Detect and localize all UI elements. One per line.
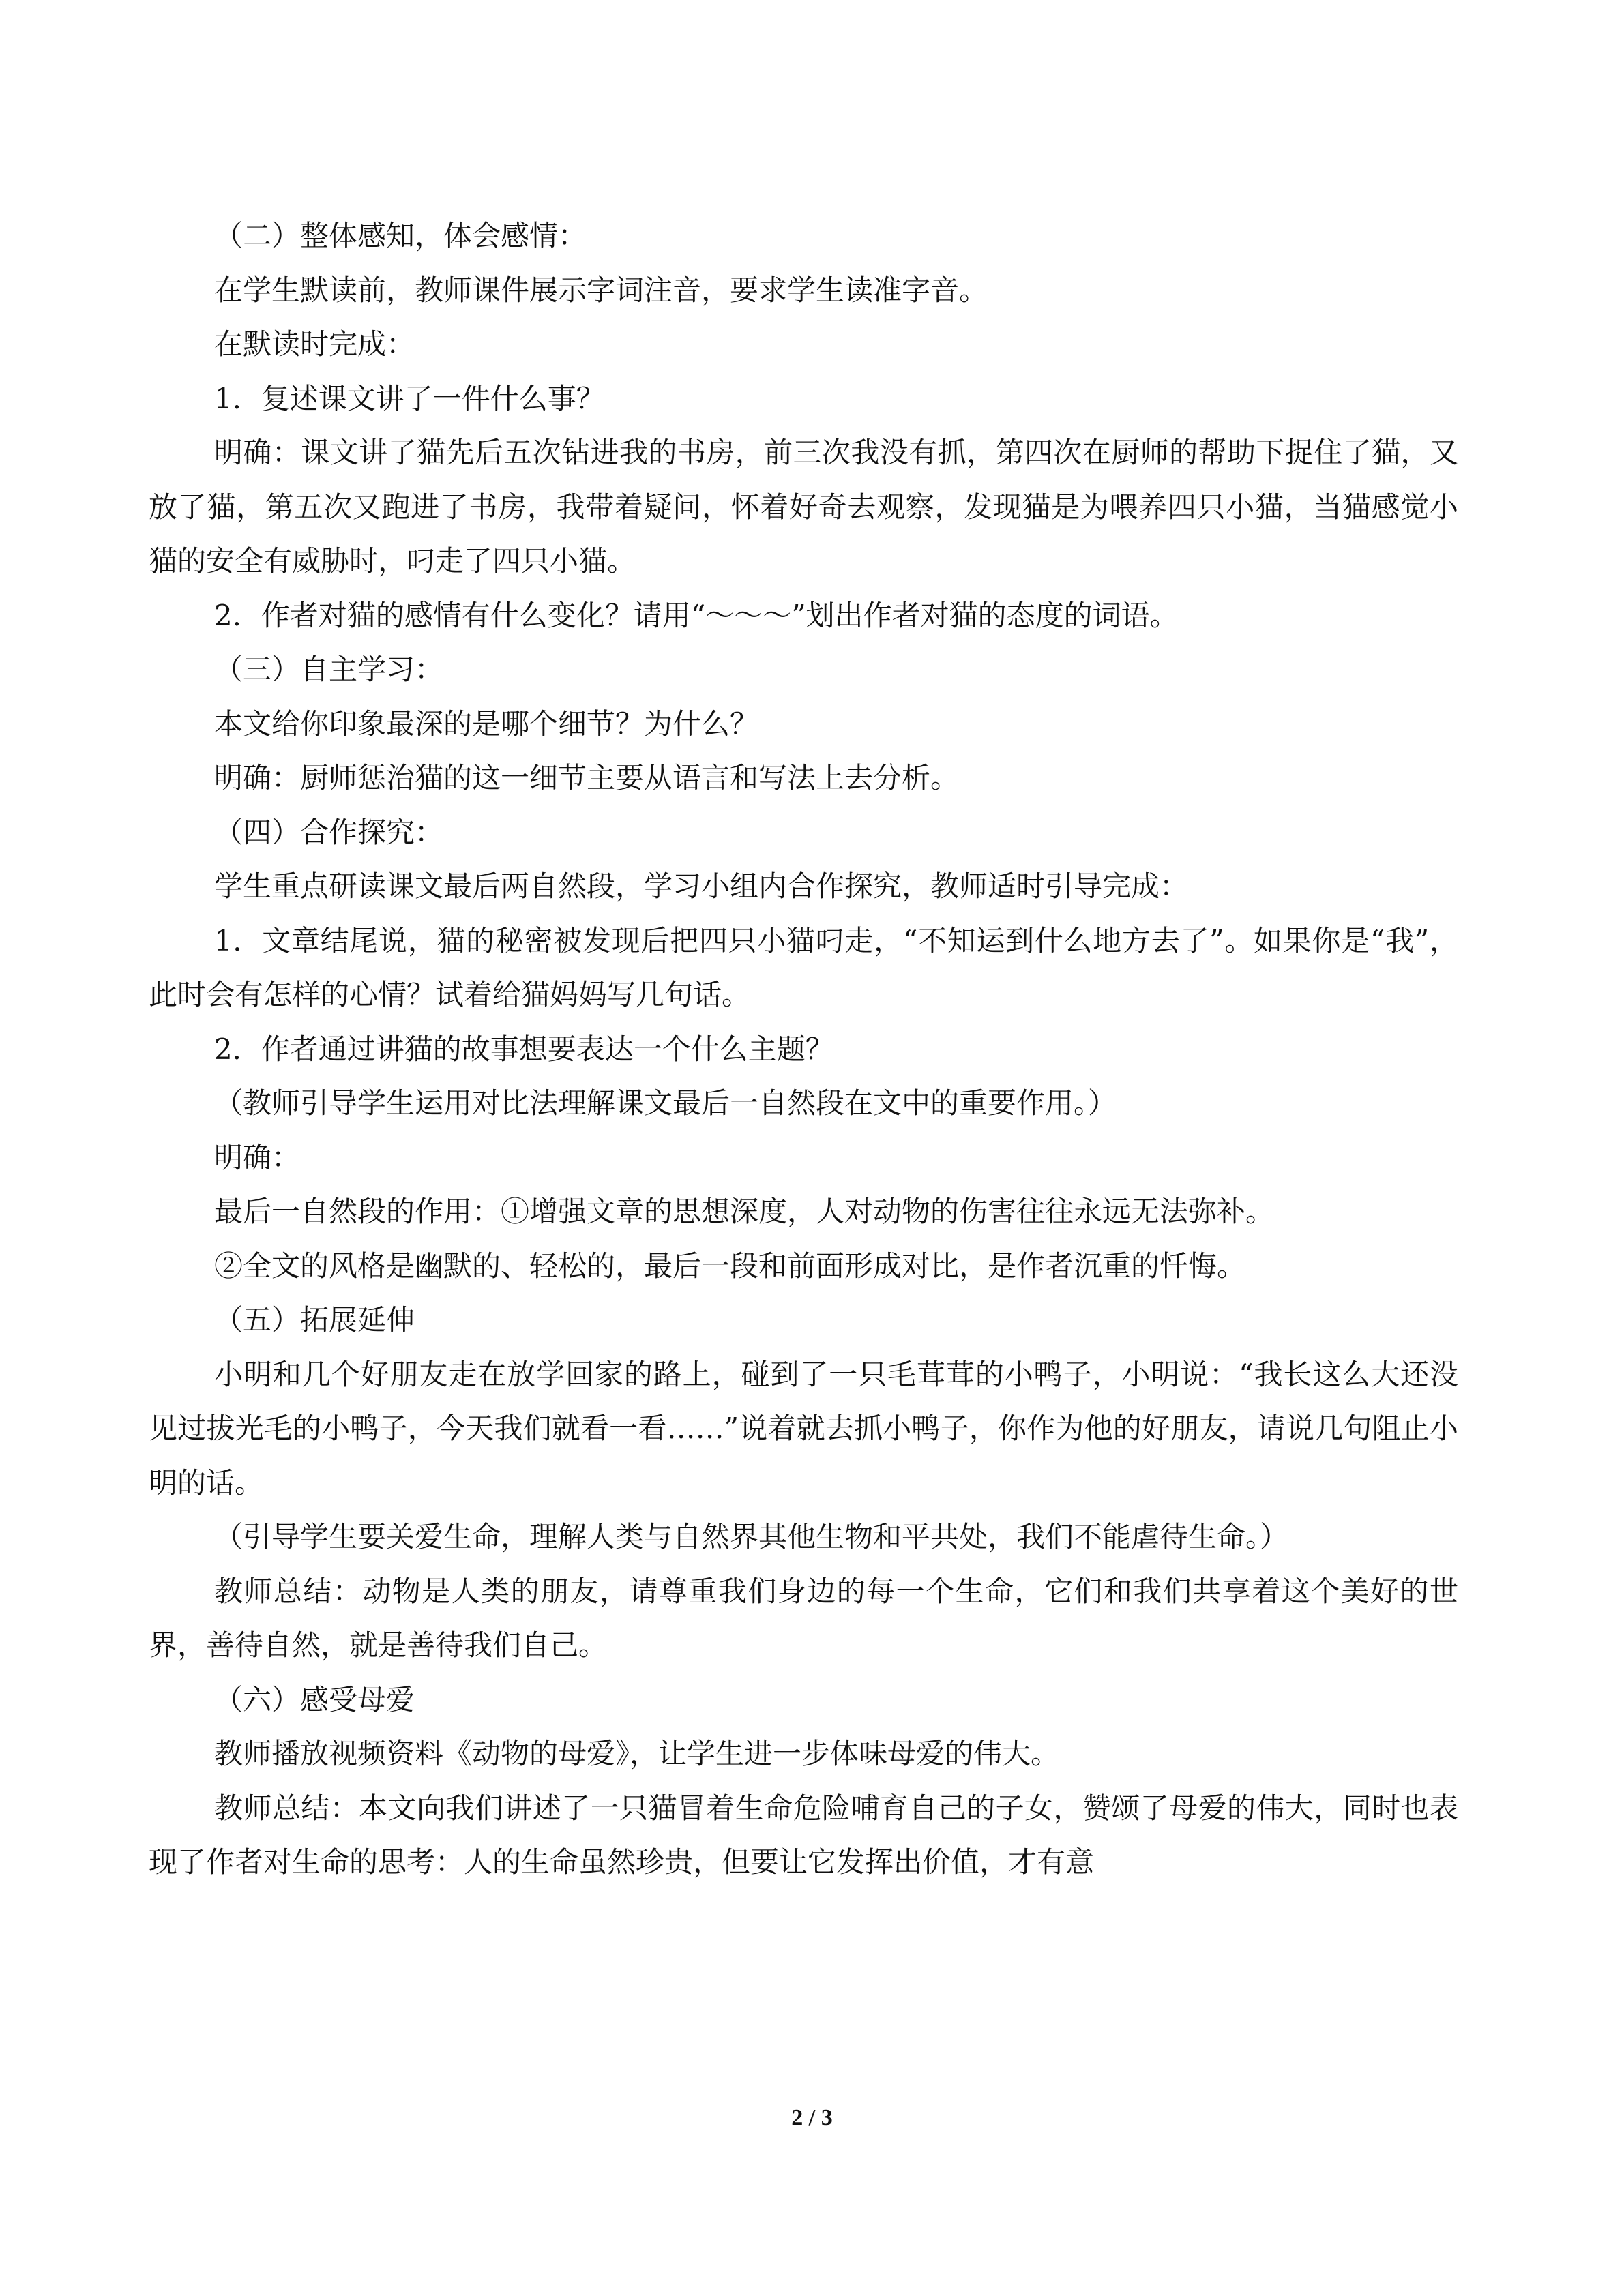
section-heading-5: （五）拓展延伸 [214, 1303, 415, 1337]
section-heading-2: （二）整体感知，体会感情： [214, 219, 587, 252]
section-heading-4: （四）合作探究： [214, 815, 444, 849]
paragraph: 学生重点研读课文最后两自然段，学习小组内合作探究，教师适时引导完成： [214, 869, 1189, 903]
question-item: 2．作者对猫的感情有什么变化？请用“～～～”划出作者对猫的态度的词语。 [214, 598, 1179, 632]
answer-paragraph: 明确：厨师惩治猫的这一细节主要从语言和写法上去分析。 [214, 761, 960, 794]
page-number: 2 / 3 [791, 2105, 833, 2130]
document-body [149, 209, 1458, 1890]
paragraph: 本文给你印象最深的是哪个细节？为什么？ [214, 706, 759, 741]
section-heading-6: （六）感受母爱 [214, 1682, 415, 1716]
teacher-note: （教师引导学生运用对比法理解课文最后一自然段在文中的重要作用。） [214, 1086, 1117, 1120]
question-item: 1．文章结尾说，猫的秘密被发现后把四只小猫叼走，“不知运到什么地方去了”。如果你是“我”，此时会有怎样的心情？试着给猫妈妈写几句话。 [149, 923, 1458, 1011]
question-item: 2．作者通过讲猫的故事想要表达一个什么主题？ [214, 1032, 834, 1066]
paragraph: 在学生默读前，教师课件展示字词注音，要求学生读准字音。 [214, 273, 988, 307]
section-heading-3: （三）自主学习： [214, 653, 444, 686]
answer-label: 明确： [214, 1140, 301, 1174]
teacher-note: （引导学生要关爱生命，理解人类与自然界其他生物和平共处，我们不能虐待生命。） [214, 1520, 1289, 1553]
answer-paragraph: ②全文的风格是幽默的、轻松的，最后一段和前面形成对比，是作者沉重的忏悔。 [214, 1249, 1246, 1283]
answer-paragraph: 明确：课文讲了猫先后五次钻进我的书房，前三次我没有抓，第四次在厨师的帮助下捉住了猫，又放了猫，第五次又跑进了书房，我带着疑问，怀着好奇去观察，发现猫是为喂养四只小猫，当猫感觉小猫的安全有威胁时，叼走了四只小猫。 [149, 436, 1458, 578]
paragraph: 小明和几个好朋友走在放学回家的路上，碰到了一只毛茸茸的小鸭子，小明说：“我长这么大还没见过拔光毛的小鸭子，今天我们就看一看……”说着就去抓小鸭子，你作为他的好朋友，请说几句阻止小明的话。 [149, 1357, 1458, 1500]
answer-paragraph: 最后一自然段的作用：①增强文章的思想深度，人对动物的伤害往往永远无法弥补。 [214, 1195, 1275, 1228]
teacher-summary: 教师总结：动物是人类的朋友，请尊重我们身边的每一个生命，它们和我们共享着这个美好的世界，善待自然，就是善待我们自己。 [149, 1574, 1458, 1662]
paragraph: 教师播放视频资料《动物的母爱》，让学生进一步体味母爱的伟大。 [214, 1737, 1060, 1770]
paragraph: 在默读时完成： [214, 327, 415, 361]
question-item: 1．复述课文讲了一件什么事？ [214, 381, 605, 415]
teacher-summary: 教师总结：本文向我们讲述了一只猫冒着生命危险哺育自己的子女，赞颂了母爱的伟大，同时也表现了作者对生命的思考：人的生命虽然珍贵，但要让它发挥出价值，才有意 [149, 1791, 1458, 1879]
